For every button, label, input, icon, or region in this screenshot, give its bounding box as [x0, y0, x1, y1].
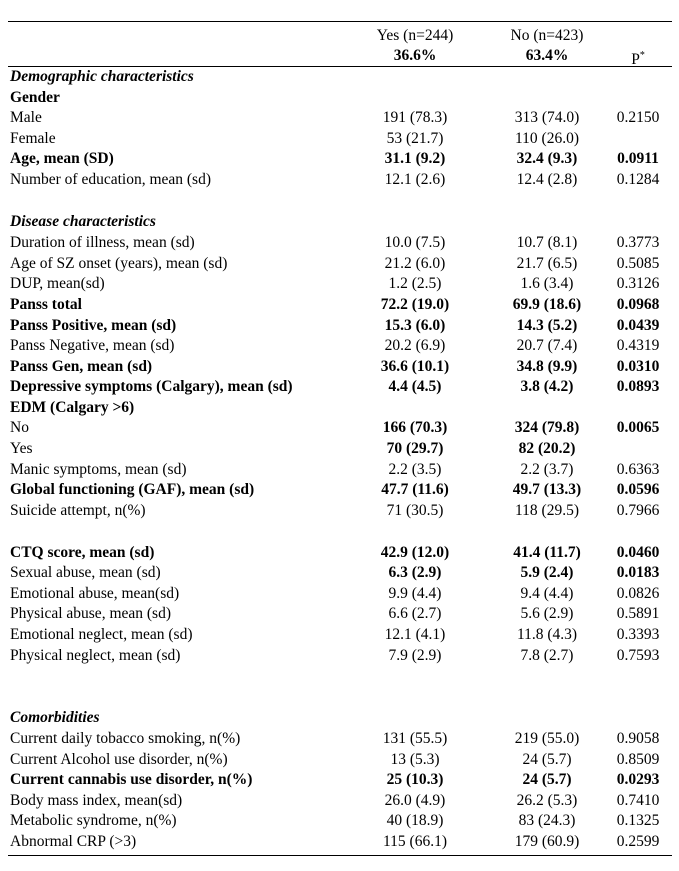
cell-yes: 9.9 (4.4): [388, 585, 442, 602]
cell-no: 9.4 (4.4): [520, 585, 574, 602]
cell-yes: 40 (18.9): [386, 812, 444, 829]
cell-p-value: 0.0911: [617, 150, 659, 167]
cell-no: 24 (5.7): [522, 751, 572, 768]
cell-no: 26.2 (5.3): [516, 792, 578, 809]
cell-yes: 4.4 (4.5): [388, 378, 442, 395]
cell-p-value: 0.0439: [616, 317, 660, 334]
cell-no: 12.4 (2.8): [516, 171, 578, 188]
cell-p-value: 0.0065: [616, 419, 660, 436]
cell-no: 3.8 (4.2): [520, 378, 574, 395]
cell-p-value: 0.0310: [616, 358, 660, 375]
cell-p-value: 0.3773: [616, 234, 660, 251]
table-row: [10, 398, 670, 418]
table-row: [10, 584, 670, 604]
cell-p-value: 0.2150: [616, 109, 660, 126]
cell-no: 219 (55.0): [514, 730, 580, 747]
bottom-rule: [8, 855, 672, 856]
header-no-label: No (n=423): [510, 27, 584, 44]
cell-p-value: 0.4319: [616, 337, 660, 354]
row-label: No: [10, 419, 29, 436]
cell-no: 20.7 (7.4): [516, 337, 578, 354]
table-row: [10, 357, 670, 377]
cell-p-value: 0.0460: [616, 544, 660, 561]
table-row: [10, 108, 670, 128]
header-p-sup: *: [639, 50, 645, 61]
cell-no: 324 (79.8): [514, 419, 580, 436]
cell-no: 179 (60.9): [514, 833, 580, 850]
cell-p-value: 0.7966: [616, 502, 660, 519]
cell-p-value: 0.3393: [616, 626, 660, 643]
table-row: [10, 811, 670, 831]
cell-yes: 21.2 (6.0): [384, 255, 446, 272]
cell-yes: 12.1 (2.6): [384, 171, 446, 188]
cell-p-value: 0.3126: [616, 275, 660, 292]
row-label: CTQ score, mean (sd): [10, 544, 155, 561]
row-label: Physical abuse, mean (sd): [10, 605, 171, 622]
cell-no: 32.4 (9.3): [516, 150, 578, 167]
cell-no: 41.4 (11.7): [513, 544, 581, 561]
section-heading: [10, 212, 670, 232]
row-label: Demographic characteristics: [10, 68, 194, 85]
row-label: Abnormal CRP (>3): [10, 833, 137, 850]
table-row: [10, 254, 670, 274]
cell-yes: 166 (70.3): [382, 419, 448, 436]
cell-no: 49.7 (13.3): [512, 481, 582, 498]
row-label: Gender: [10, 89, 60, 106]
row-label: Duration of illness, mean (sd): [10, 234, 195, 251]
cell-p-value: 0.0826: [616, 585, 660, 602]
cell-p-value: 0.7410: [616, 792, 660, 809]
cell-yes: 1.2 (2.5): [388, 275, 442, 292]
cell-p-value: 0.0596: [616, 481, 660, 498]
row-label: EDM (Calgary >6): [10, 399, 135, 416]
row-label: Age of SZ onset (years), mean (sd): [10, 255, 228, 272]
cell-p-value: 0.1325: [616, 812, 660, 829]
cell-yes: 191 (78.3): [382, 109, 448, 126]
row-label: Panss Negative, mean (sd): [10, 337, 175, 354]
row-label: Current Alcohol use disorder, n(%): [10, 751, 228, 768]
cell-yes: 2.2 (3.5): [388, 461, 442, 478]
table-row: [10, 316, 670, 336]
table-row: [10, 129, 670, 149]
cell-no: 14.3 (5.2): [516, 317, 578, 334]
cell-yes: 31.1 (9.2): [384, 150, 446, 167]
cell-no: 118 (29.5): [515, 502, 579, 519]
table-row: [10, 625, 670, 645]
table-row: [10, 336, 670, 356]
cell-no: 69.9 (18.6): [512, 296, 582, 313]
cell-no: 2.2 (3.7): [520, 461, 574, 478]
row-label: Comorbidities: [10, 709, 100, 726]
row-label: Panss Positive, mean (sd): [10, 317, 177, 334]
row-label: Suicide attempt, n(%): [10, 502, 146, 519]
table-row: [10, 439, 670, 459]
row-label: Body mass index, mean(sd): [10, 792, 183, 809]
row-label: Yes: [10, 440, 33, 457]
cell-no: 5.9 (2.4): [520, 564, 574, 581]
table-row: [10, 149, 670, 169]
row-label: Female: [10, 130, 56, 147]
header-yes-pct: 36.6%: [393, 47, 437, 64]
cell-yes: 36.6 (10.1): [380, 358, 450, 375]
table-row: [10, 646, 670, 666]
cell-p-value: 0.6363: [616, 461, 660, 478]
cell-yes: 6.3 (2.9): [388, 564, 442, 581]
row-label: Panss total: [10, 296, 82, 313]
cell-no: 110 (26.0): [515, 130, 579, 147]
cell-no: 1.6 (3.4): [520, 275, 574, 292]
row-label: Current cannabis use disorder, n(%): [10, 771, 253, 788]
row-label: Age, mean (SD): [10, 150, 114, 167]
cell-no: 21.7 (6.5): [516, 255, 578, 272]
row-label: Panss Gen, mean (sd): [10, 358, 153, 375]
cell-p-value: 0.9058: [616, 730, 660, 747]
cell-yes: 12.1 (4.1): [384, 626, 446, 643]
table-row: [10, 729, 670, 749]
cell-yes: 10.0 (7.5): [384, 234, 446, 251]
cell-yes: 47.7 (11.6): [381, 481, 449, 498]
table-row: [10, 274, 670, 294]
cell-p-value: 0.1284: [616, 171, 660, 188]
table-row: [10, 604, 670, 624]
cell-no: 7.8 (2.7): [520, 647, 574, 664]
table-row: [10, 460, 670, 480]
cell-p-value: 0.8509: [616, 751, 660, 768]
cell-no: 34.8 (9.9): [516, 358, 578, 375]
header-p-label: P: [631, 51, 640, 69]
header-no-pct: 63.4%: [525, 47, 569, 64]
cell-no: 5.6 (2.9): [520, 605, 574, 622]
cell-yes: 7.9 (2.9): [388, 647, 442, 664]
cell-p-value: 0.0293: [616, 771, 660, 788]
row-label: Number of education, mean (sd): [10, 171, 212, 188]
table-row: [10, 480, 670, 500]
cell-yes: 6.6 (2.7): [388, 605, 442, 622]
table-row: [10, 418, 670, 438]
row-label: Disease characteristics: [10, 213, 156, 230]
cell-no: 11.8 (4.3): [516, 626, 578, 643]
row-label: Sexual abuse, mean (sd): [10, 564, 161, 581]
cell-p-value: 0.2599: [616, 833, 660, 850]
cell-p-value: 0.0893: [616, 378, 660, 395]
row-label: DUP, mean(sd): [10, 275, 105, 292]
cell-yes: 42.9 (12.0): [380, 544, 450, 561]
row-label: Male: [10, 109, 42, 126]
cell-p-value: 0.0968: [616, 296, 660, 313]
table-row: [10, 770, 670, 790]
cell-yes: 115 (66.1): [383, 833, 447, 850]
table-row: [10, 88, 670, 108]
section-heading: [10, 67, 670, 87]
table-row: [10, 501, 670, 521]
cell-yes: 131 (55.5): [382, 730, 448, 747]
cell-yes: 26.0 (4.9): [384, 792, 446, 809]
row-label: Depressive symptoms (Calgary), mean (sd): [10, 378, 293, 395]
cell-p-value: 0.7593: [616, 647, 660, 664]
header-no: [484, 26, 610, 66]
row-label: Metabolic syndrome, n(%): [10, 812, 177, 829]
header-yes: [352, 26, 478, 66]
cell-no: 82 (20.2): [518, 440, 576, 457]
table-row: [10, 170, 670, 190]
cell-p-value: 0.0183: [616, 564, 660, 581]
cell-yes: 72.2 (19.0): [380, 296, 450, 313]
cell-yes: 25 (10.3): [386, 771, 444, 788]
table-row: [10, 832, 670, 852]
section-heading: [10, 708, 670, 728]
cell-p-value: 0.5085: [616, 255, 660, 272]
cell-no: 10.7 (8.1): [516, 234, 578, 251]
cell-yes: 70 (29.7): [386, 440, 444, 457]
row-label: Emotional neglect, mean (sd): [10, 626, 193, 643]
cell-yes: 15.3 (6.0): [384, 317, 446, 334]
cell-yes: 13 (5.3): [390, 751, 440, 768]
table-row: [10, 791, 670, 811]
table-row: [10, 750, 670, 770]
cell-p-value: 0.5891: [616, 605, 660, 622]
row-label: Manic symptoms, mean (sd): [10, 461, 187, 478]
row-label: Emotional abuse, mean(sd): [10, 585, 180, 602]
table-row: [10, 295, 670, 315]
cell-no: 24 (5.7): [522, 771, 572, 788]
table-row: [10, 233, 670, 253]
cell-yes: 53 (21.7): [386, 130, 444, 147]
row-label: Current daily tobacco smoking, n(%): [10, 730, 241, 747]
cell-yes: 71 (30.5): [386, 502, 444, 519]
table-row: [10, 563, 670, 583]
cell-yes: 20.2 (6.9): [384, 337, 446, 354]
cell-no: 83 (24.3): [518, 812, 576, 829]
table-row: [10, 543, 670, 563]
table-row: [10, 377, 670, 397]
top-rule: [8, 21, 672, 22]
header-yes-label: Yes (n=244): [376, 27, 454, 44]
row-label: Physical neglect, mean (sd): [10, 647, 181, 664]
row-label: Global functioning (GAF), mean (sd): [10, 481, 255, 498]
cell-no: 313 (74.0): [514, 109, 580, 126]
